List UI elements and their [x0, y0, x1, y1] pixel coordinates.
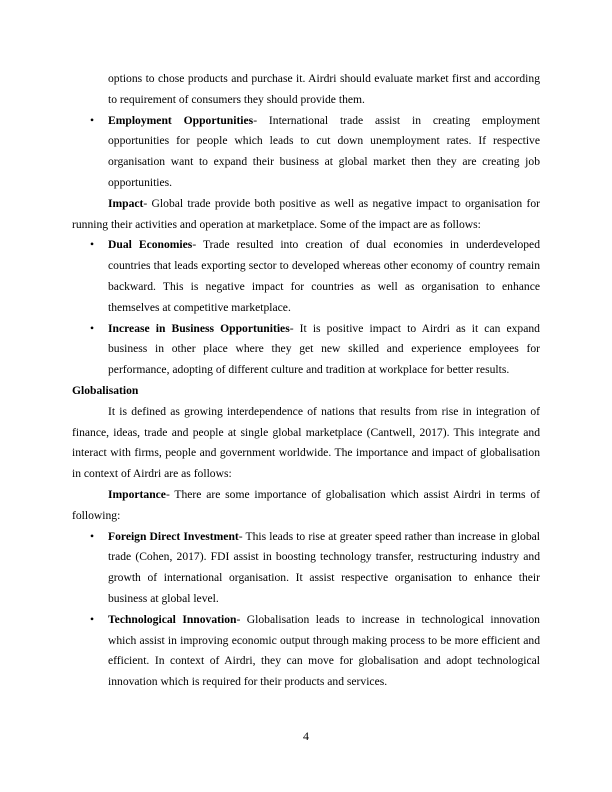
bullet-icon: • — [90, 321, 95, 335]
bullet-icon: • — [90, 238, 95, 252]
list-item-business-opportunities — [72, 319, 540, 381]
list-item-term: Technological Innovation — [108, 612, 237, 626]
list-item-technological-innovation — [72, 610, 540, 693]
importance-paragraph — [72, 485, 540, 527]
page-content — [72, 69, 540, 693]
list-item-term: Dual Economies — [108, 238, 193, 252]
globalisation-paragraph: It is defined as growing interdependence of nations that results from rise in integration of finance, ideas, trade and people at single global marketplace (Cantwell, 2017). This integrate and interact with firms, people and government worldwide. The importance and impact of globalisation in context of Airdri are as follows: — [72, 404, 540, 481]
impact-term: Impact — [108, 196, 144, 210]
globalisation-heading: Globalisation — [72, 383, 139, 397]
list-item-text: - Globalisation leads to increase in technological innovation which assist in improving economic output through making process to be more efficient and efficient. In context of Airdri, they can move for globalisation and adopt technological innovation which is required for their products and services. — [108, 612, 540, 689]
page-number: 4 — [303, 729, 309, 743]
impact-paragraph — [72, 194, 540, 236]
bullet-list-employment — [72, 111, 540, 194]
list-item-text: - This leads to rise at greater speed rather than increase in global trade (Cohen, 2017). FDI assist in boosting technology transfer, restructuring industry and growth of international organisation. It assist respective organisation to enhance their business at global level. — [108, 529, 540, 605]
list-item-text: - It is positive impact to Airdri as it can expand business in other place where they get new skilled and experience employees for performance, adopting of different culture and tradition at workplace for better results. — [108, 321, 540, 377]
bullet-list-impact — [72, 235, 540, 381]
list-item-employment — [72, 111, 540, 194]
bullet-list-importance — [72, 527, 540, 693]
bullet-icon: • — [90, 113, 95, 127]
list-item-text: - Trade resulted into creation of dual economies in underdeveloped countries that leads exporting sector to developed whereas other economy of country remain backward. This is negative impact for countries as well as organisation to enhance themselves at competitive marketplace. — [108, 238, 540, 314]
bullet-icon: • — [90, 529, 95, 543]
importance-text: - There are some importance of globalisation which assist Airdri in terms of following: — [72, 487, 540, 522]
list-item-dual-economies — [72, 235, 540, 318]
list-item-term: Increase in Business Opportunities — [108, 321, 290, 335]
list-item-term: Foreign Direct Investment — [108, 529, 239, 543]
bullet-icon: • — [90, 612, 95, 626]
impact-text: - Global trade provide both positive as well as negative impact to organisation for running their activities and operation at marketplace. Some of the impact are as follows: — [72, 196, 540, 231]
list-item-term: Employment Opportunities — [108, 113, 254, 127]
list-item-fdi — [72, 527, 540, 610]
continuation-paragraph: options to chose products and purchase it. Airdri should evaluate market first and according to requirement of consumers they should provide them. — [108, 72, 540, 106]
importance-term: Importance — [108, 487, 166, 501]
list-item-text: - International trade assist in creating employment opportunities for people which leads to cut down unemployment rates. If respective organisation want to expand their business at global market then they are creating job opportunities. — [108, 113, 540, 189]
